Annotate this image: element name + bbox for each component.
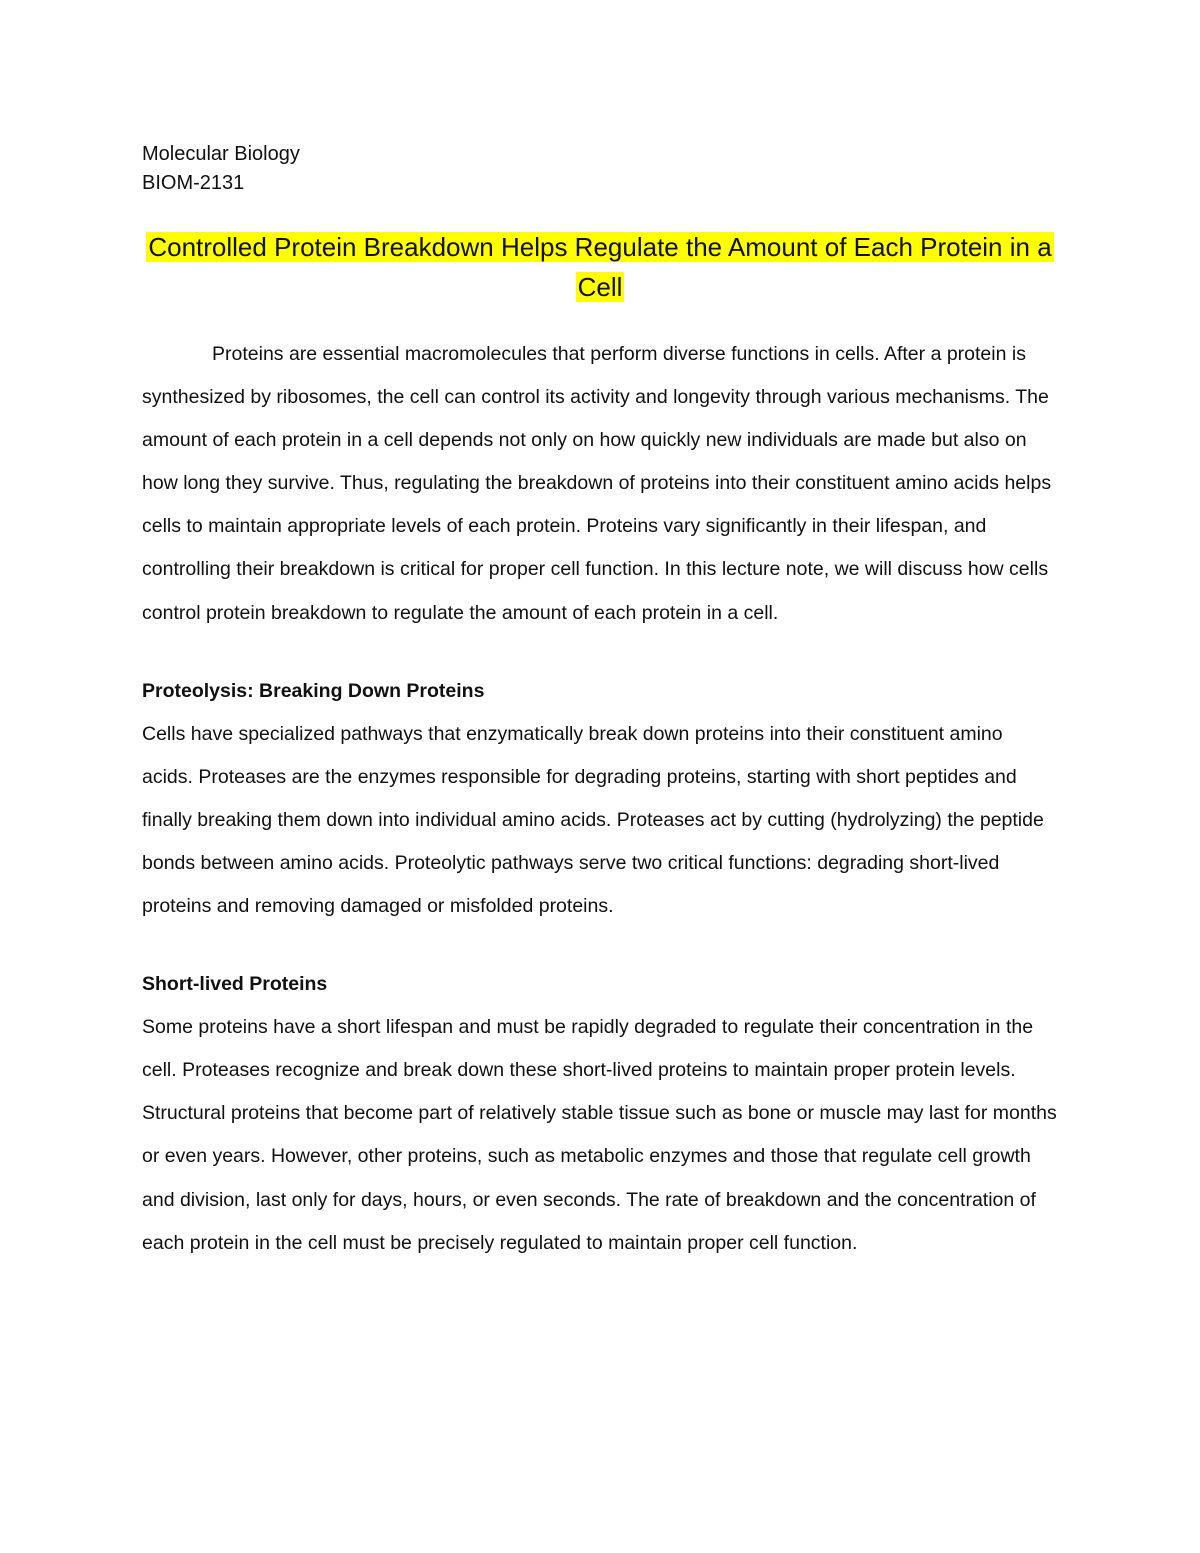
document-title-text: Controlled Protein Breakdown Helps Regulate the Amount of Each Protein in a Cell [148,232,1052,302]
course-name: Molecular Biology [142,143,300,165]
course-code: BIOM-2131 [142,172,245,194]
section-proteolysis [142,676,1058,928]
section-body: Some proteins have a short lifespan and must be rapidly degraded to regulate their concentration in the cell. Proteases recognize and break down these short-lived proteins to maintain proper protein levels. Structural proteins that become part of relatively stable tissue such as bone or muscle may last for months or even years. However, other proteins, such as metabolic enzymes and those that regulate cell growth and division, last only for days, hours, or even seconds. The rate of breakdown and the concentration of each protein in the cell must be precisely regulated to maintain proper cell function. [142,1016,1057,1254]
section-heading: Proteolysis: Breaking Down Proteins [142,679,485,702]
section-short-lived-proteins [142,969,1058,1265]
section-body: Cells have specialized pathways that enzymatically break down proteins into their constituent amino acids. Proteases are the enzymes responsible for degrading proteins, starting with short peptides and finally breaking them down into individual amino acids. Proteases act by cutting (hydrolyzing) the peptide bonds between amino acids. Proteolytic pathways serve two critical functions: degrading short-lived proteins and removing damaged or misfolded proteins. [142,722,1044,918]
intro-paragraph: Proteins are essential macromolecules that perform diverse functions in cells. After a protein is synthesized by ribosomes, the cell can control its activity and longevity through various mechanisms. The amount of each protein in a cell depends not only on how quickly new individuals are made but also on how long they survive. Thus, regulating the breakdown of proteins into their constituent amino acids helps cells to maintain appropriate levels of each protein. Proteins vary significantly in their lifespan, and controlling their breakdown is critical for proper cell function. In this lecture note, we will discuss how cells control protein breakdown to regulate the amount of each protein in a cell. [142,343,1052,624]
section-heading: Short-lived Proteins [142,973,328,996]
document-title [142,227,1058,307]
